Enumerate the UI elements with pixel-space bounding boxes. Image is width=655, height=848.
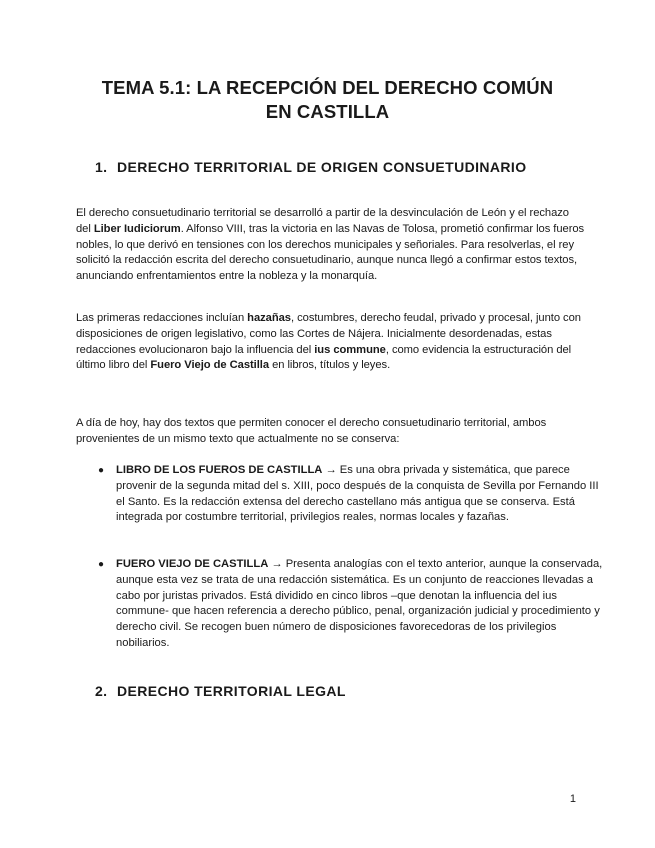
list-item (98, 463, 604, 526)
paragraph-2 (76, 311, 586, 374)
ius-commune-term: ius commune (314, 343, 386, 356)
paragraph-2-text-a: Las primeras redacciones incluían (76, 312, 248, 324)
section-2-number: 2. (95, 683, 108, 699)
bullet-icon: ● (98, 465, 105, 476)
title-line-1: TEMA 5.1: LA RECEPCIÓN DEL DERECHO COMÚN (101, 77, 554, 98)
fuero-viejo-term: Fuero Viejo de Castilla (150, 359, 270, 372)
hazanas-term: hazañas (247, 312, 291, 324)
liber-iudiciorum-term: Liber Iudiciorum (93, 222, 181, 235)
title-line-2: EN CASTILLA (265, 101, 390, 122)
page-title (60, 76, 595, 124)
page-number: 1 (569, 793, 576, 805)
section-1-heading (95, 159, 527, 175)
paragraph-1-text-b: . Alfonso VIII, tras la victoria en las Navas de Tolosa, prometió confirmar los fueros nobles, lo que derivó en tensiones con los derechos municipales y señoriales. Para resolverlas, el rey solicitó la redacción escrita del derecho consuetudinario, aunque nunca llegó a confirmar estos textos, anunciando enfrentamientos entre la nobleza y la monarquía. (76, 222, 585, 283)
paragraph-1-text-a: El derecho consuetudinario territorial se desarrolló a partir de la desvinculación de León y el rechazo del (76, 207, 569, 235)
paragraph-2-text-c: , como evidencia la estructuración del último libro del (76, 343, 572, 372)
paragraph-1 (76, 206, 586, 285)
paragraph-3: A día de hoy, hay dos textos que permiten conocer el derecho consuetudinario territorial, ambos provenientes de un mismo texto que actualmente no se conserva: (76, 417, 547, 445)
paragraph-2-text-b: , costumbres, derecho feudal, privado y procesal, junto con disposiciones de origen legislativo, como las Cortes de Nájera. Inicialmente desordenadas, estas redacciones evolucionaron bajo la influencia del (76, 312, 581, 356)
bullet-2-title: FUERO VIEJO DE CASTILLA (116, 558, 269, 570)
section-1-title: DERECHO TERRITORIAL DE ORIGEN CONSUETUDINARIO (117, 159, 527, 175)
section-2-title: DERECHO TERRITORIAL LEGAL (117, 683, 346, 699)
bullet-1-text: → Es una obra privada y sistemática, que parece provenir de la segunda mitad del s. XIII, poco después de la conquista de Sevilla por Fernando III el Santo. Es la redacción extensa del derecho castellano más antigua que se conserva. Está integrada por costumbre territorial, privilegios reales, normas locales y fazañas. (116, 464, 599, 524)
list-item (98, 557, 604, 652)
paragraph-2-text-d: en libros, títulos y leyes. (269, 359, 391, 372)
section-1-number: 1. (95, 159, 108, 175)
bullet-icon: ● (98, 559, 105, 570)
bullet-1-title: LIBRO DE LOS FUEROS DE CASTILLA (116, 464, 323, 476)
bullet-2-text: → Presenta analogías con el texto anterior, aunque la conservada, aunque esta vez se trata de una redacción sistemática. Es un conjunto de reacciones llevadas a cabo por juristas privados. Está dividido en cinco libros –que denotan la influencia del ius commune- que hacen referencia a derecho público, penal, organización judicial y procedimiento y derecho civil. Se recogen buen número de disposiciones favorecedoras de los privilegios nobiliarios. (116, 558, 603, 649)
section-2-heading (95, 683, 346, 699)
